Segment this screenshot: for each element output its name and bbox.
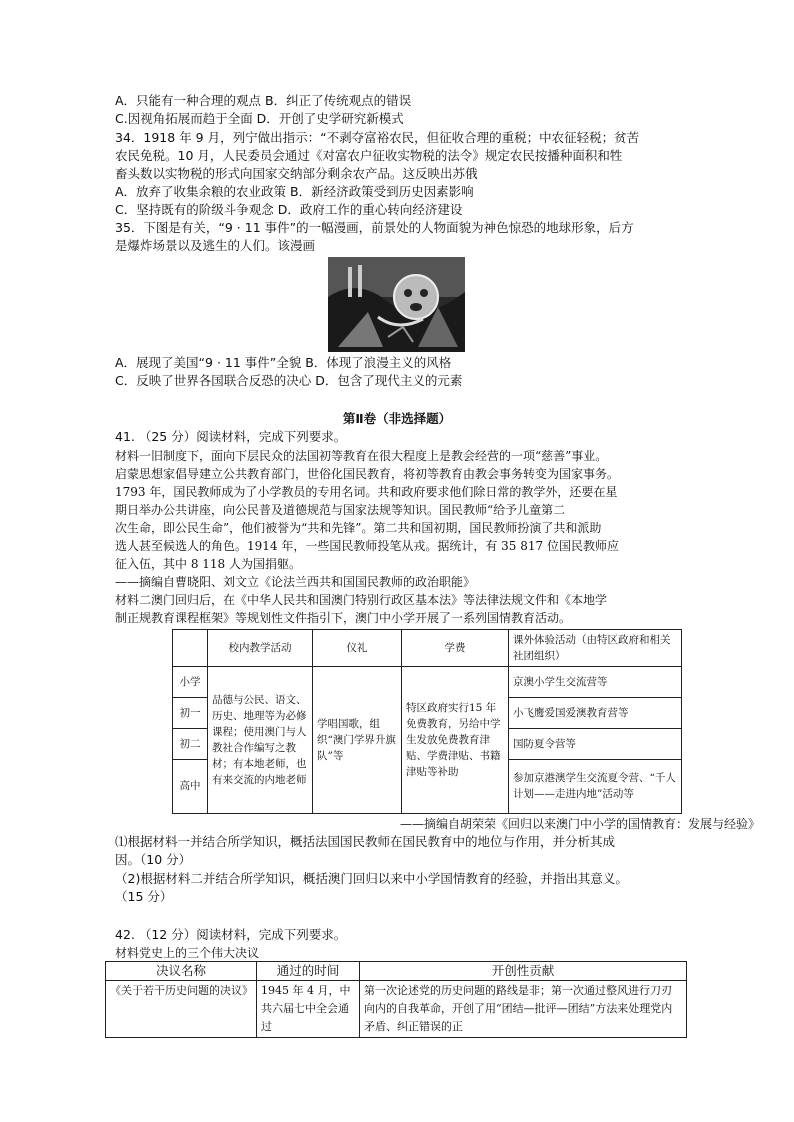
res-header-name: 决议名称 — [106, 962, 257, 981]
q41-m2-line: 材料二澳门回归后，在《中华人民共和国澳门特别行政区基本法》等法律法规文件和《本地学 — [115, 593, 608, 607]
q41-m1-line: 征入伍，其中 8 118 人为国捐躯。 — [115, 557, 301, 571]
ritual-cell: 学唱国歌，组织“澳门学界升旗队”等 — [313, 667, 402, 814]
q41-m1-line: 期日举办公共讲座，向公民普及道德规范与国家法规等知识。国民教师“给予儿童第二 — [115, 503, 566, 517]
q34-stem-3: 畜头数以实物税的形式向国家交纳部分剩余农产品。这反映出苏俄 — [115, 166, 478, 181]
table-header-tuition: 学费 — [402, 630, 509, 667]
q41-m1-line: 启蒙思想家倡导建立公共教育部门，世俗化国民教育，将初等教育由教会事务转变为国家事务。 — [115, 467, 620, 481]
q33-options-cd: C.因视角拓展而趋于全面 D．开创了史学研究新模式 — [115, 111, 404, 126]
grade-junior-2: 初二 — [173, 728, 208, 759]
q41-req1-a: ⑴根据材料一并结合所学知识，概括法国国民教师在国民教育中的地位与作用，并分析其成 — [115, 834, 616, 849]
q35-options-cd: C．反映了世界各国联合反恐的决心 D．包含了现代主义的元素 — [115, 373, 463, 388]
res-row-name: 《关于若干历史问题的决议》 — [106, 981, 257, 1038]
q34-options-cd: C．坚持既有的阶级斗争观念 D．政府工作的重心转向经济建设 — [115, 202, 463, 217]
q41-m1-line: 选人甚至候选人的角色。1914 年，一些国民教师投笔从戎。据统计，有 35 817 位国民教师应 — [115, 539, 619, 553]
table-header-empty — [173, 630, 208, 667]
res-row-contribution: 第一次论述党的历史问题的路线是非；第一次通过整风进行刀刃向内的自我革命，开创了用“团结—批评—团结”方法来处理党内矛盾、纠正错误的正 — [360, 981, 687, 1038]
grade-senior: 高中 — [173, 759, 208, 813]
macau-education-table — [172, 629, 682, 814]
q35-options-ab: A．展现了美国“9 · 11 事件”全貌 B．体现了浪漫主义的风格 — [115, 355, 452, 370]
q42-material: 材料党史上的三个伟大决议 — [115, 946, 260, 960]
q41-head: 41. （25 分）阅读材料，完成下列要求。 — [115, 429, 347, 444]
q41-req2-a: （2)根据材料二并结合所学知识，概括澳门回归以来中小学国情教育的经验，并指出其意义。 — [115, 871, 628, 886]
q41-m1-line: 次生命，即公民生命”，他们被誉为“共和先锋”。第二共和国初期，国民教师扮演了共和派助 — [115, 521, 602, 535]
grade-primary: 小学 — [173, 667, 208, 698]
q34-options-ab: A．放弃了收集余粮的农业政策 B．新经济政策受到历史因素影响 — [115, 184, 474, 199]
table-header-outside: 课外体验活动（由特区政府和相关社团组织） — [509, 630, 682, 667]
section-title: 第Ⅱ卷（非选择题） — [342, 411, 452, 426]
resolutions-table — [105, 961, 687, 1038]
q41-m2-line: 制正规教育课程框架》等规划性文件指引下，澳门中小学开展了一系列国情教育活动。 — [115, 611, 572, 625]
tuition-cell: 特区政府实行15 年免费教育，另给中学生发放免费教育津贴、学费津贴、书籍津贴等补助 — [402, 667, 509, 814]
q33-options-ab: A．只能有一种合理的观点 B．纠正了传统观点的错误 — [115, 93, 412, 108]
q41-m2-source: ——摘编自胡荣荣《回归以来澳门中小学的国情教育：发展与经验》 — [400, 817, 761, 831]
res-row-time: 1945 年 4 月，中共六届七中全会通过 — [257, 981, 360, 1038]
q41-m1-line: 材料一旧制度下，面向下层民众的法国初等教育在很大程度上是教会经营的一项“慈善”事业。 — [115, 449, 608, 463]
table-header-teaching: 校内教学活动 — [208, 630, 313, 667]
res-header-contribution: 开创性贡献 — [360, 962, 687, 981]
outside-activity-cell: 京澳小学生交流营等 — [509, 667, 682, 698]
table-header-ritual: 仪礼 — [313, 630, 402, 667]
q41-req1-b: 因。（10 分） — [115, 852, 192, 867]
q34-stem-2: 农民免税。10 月，人民委员会通过《对富农户征收实物税的法令》规定农民按播种面积和牲 — [115, 148, 623, 163]
q35-stem-2: 是爆炸场景以及逃生的人们。该漫画 — [115, 238, 316, 253]
grade-junior-1: 初一 — [173, 697, 208, 728]
q34-stem-1: 34．1918 年 9 月，列宁做出指示：“不剥夺富裕农民，但征收合理的重税；中农征轻税；贫苦 — [115, 130, 640, 145]
q41-req2-b: （15 分） — [115, 889, 173, 904]
q42-head: 42. （12 分）阅读材料，完成下列要求。 — [115, 927, 347, 942]
teaching-activities-cell: 品德与公民、语文、历史、地理等为必修课程；使用澳门与人教社合作编写之教材；有本地老师，也有来交流的内地老师 — [208, 667, 313, 814]
q41-m1-line: 1793 年，国民教师成为了小学教员的专用名词。共和政府要求他们除日常的教学外，还要在星 — [115, 485, 618, 499]
q41-m1-source: ——摘编自曹晓阳、刘文立《论法兰西共和国国民教师的政治职能》 — [115, 575, 476, 589]
cartoon-image — [328, 257, 465, 352]
outside-activity-cell: 国防夏令营等 — [509, 728, 682, 759]
q35-stem-1: 35．下图是有关，“9 · 11 事件”的一幅漫画，前景处的人物面貌为神色惊恐的地球形象，后方 — [115, 220, 634, 235]
outside-activity-cell: 参加京港澳学生交流夏令营、“千人计划——走进内地”活动等 — [509, 759, 682, 813]
outside-activity-cell: 小飞鹰爱国爱澳教育营等 — [509, 697, 682, 728]
res-header-time: 通过的时间 — [257, 962, 360, 981]
